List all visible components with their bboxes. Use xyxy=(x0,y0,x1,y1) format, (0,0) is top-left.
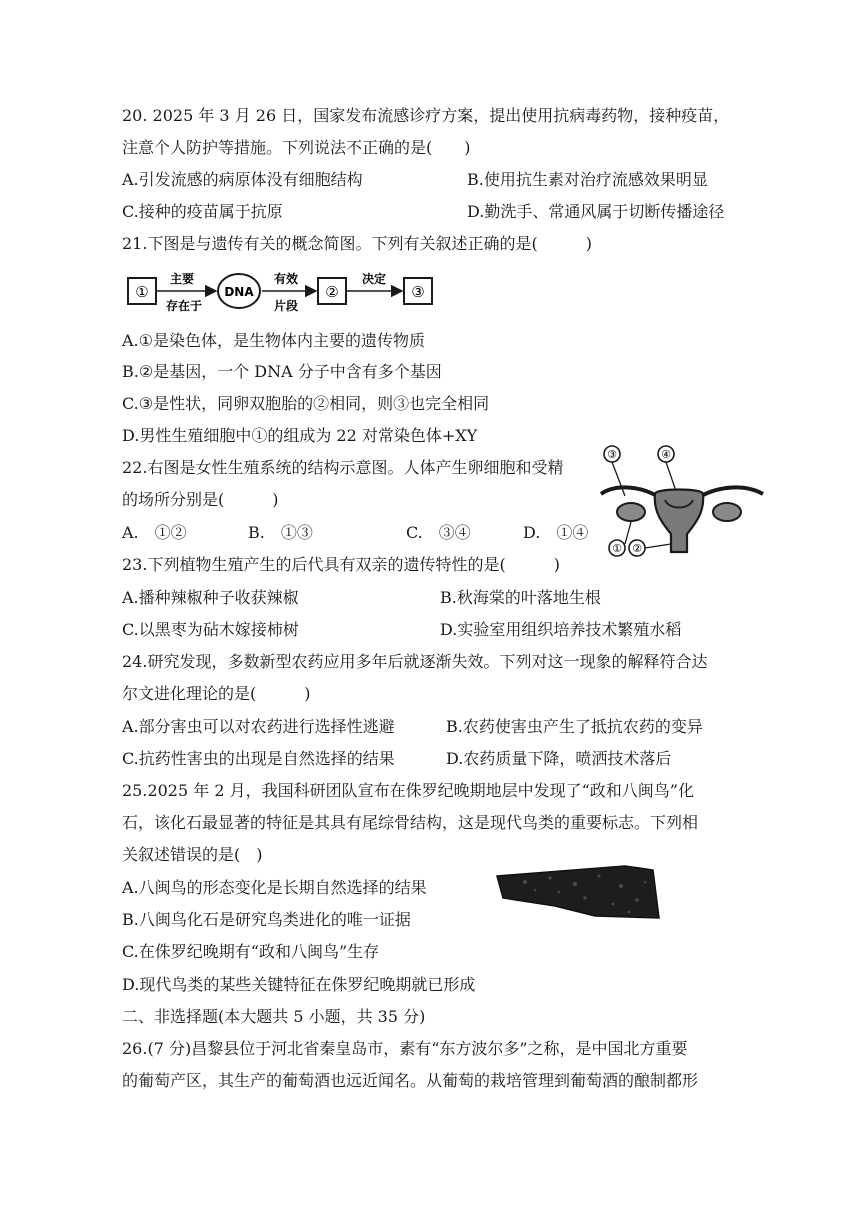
section-heading: 二、非选择题(本大题共 5 小题，共 35 分) xyxy=(122,1007,426,1026)
box-2-label: ② xyxy=(325,283,339,301)
q24-option-c: C.抗药性害虫的出现是自然选择的结果 xyxy=(122,749,395,768)
q23-stem: 23.下列植物生殖产生的后代具有双亲的遗传特性的是( ) xyxy=(122,555,560,574)
q25-stem-line2: 石，该化石最显著的特征是其具有尾综骨结构，这是现代鸟类的重要标志。下列相 xyxy=(122,813,699,832)
q21-stem: 21.下图是与遗传有关的概念简图。下列有关叙述正确的是( ) xyxy=(122,234,592,253)
q20-stem-line1: 20. 2025 年 3 月 26 日，国家发布流感诊疗方案，提出使用抗病毒药物，接种疫苗， xyxy=(122,106,730,125)
q23-option-d: D.实验室用组织培养技术繁殖水稻 xyxy=(440,620,682,639)
q26-stem-line1: 26.(7 分)昌黎县位于河北省秦皇岛市，素有“东方波尔多”之称，是中国北方重要 xyxy=(122,1039,688,1058)
q24-stem-line1: 24.研究发现，多数新型农药应用多年后就逐渐失效。下列对这一现象的解释符合达 xyxy=(122,652,708,671)
left-ovary xyxy=(617,503,645,521)
q20-stem-line2: 注意个人防护等措施。下列说法不正确的是( ) xyxy=(122,138,471,157)
q21-option-a: A.①是染色体，是生物体内主要的遗传物质 xyxy=(122,331,425,350)
label-1: ① xyxy=(612,542,622,555)
box-3-label: ③ xyxy=(411,283,425,301)
q25-option-b: B.八闽鸟化石是研究鸟类进化的唯一证据 xyxy=(122,910,411,929)
q24-option-b: B.农药使害虫产生了抵抗农药的变异 xyxy=(446,717,703,736)
arrow-1-bottom-label: 存在于 xyxy=(165,299,203,313)
arrow-3-top-label: 决定 xyxy=(361,272,387,286)
uterus xyxy=(655,490,703,553)
q24-option-a: A.部分害虫可以对农药进行选择性逃避 xyxy=(122,717,395,736)
q20-option-b: B.使用抗生素对治疗流感效果明显 xyxy=(467,170,708,189)
q24-option-d: D.农药质量下降，喷洒技术落后 xyxy=(446,749,672,768)
q25-option-a: A.八闽鸟的形态变化是长期自然选择的结果 xyxy=(122,878,427,897)
q26-stem-line2: 的葡萄产区，其生产的葡萄酒也远近闻名。从葡萄的栽培管理到葡萄酒的酿制都形 xyxy=(122,1071,699,1090)
q21-option-d: D.男性生殖细胞中①的组成为 22 对常染色体+XY xyxy=(122,426,478,445)
box-1-label: ① xyxy=(135,283,149,301)
right-fallopian-tube xyxy=(701,487,763,496)
left-fallopian-tube xyxy=(601,487,657,496)
q25-option-d: D.现代鸟类的某些关键特征在侏罗纪晚期就已形成 xyxy=(122,975,476,994)
q22-option-b: B. ①③ xyxy=(248,523,313,542)
q20-option-a: A.引发流感的病原体没有细胞结构 xyxy=(122,170,363,189)
q22-option-c: C. ③④ xyxy=(406,523,471,542)
q23-option-c: C.以黑枣为砧木嫁接柿树 xyxy=(122,620,299,639)
arrow-2-top-label: 有效 xyxy=(273,272,299,286)
right-ovary xyxy=(713,503,741,521)
fossil-image xyxy=(495,864,661,926)
label-3: ③ xyxy=(607,448,617,461)
q22-stem-line1: 22.右图是女性生殖系统的结构示意图。人体产生卵细胞和受精 xyxy=(122,458,564,477)
q25-stem-line3: 关叙述错误的是( ) xyxy=(122,845,263,864)
q20-option-c: C.接种的疫苗属于抗原 xyxy=(122,202,283,221)
dna-label: DNA xyxy=(224,285,254,299)
female-reproductive-system-diagram xyxy=(595,444,767,562)
arrow-1-top-label: 主要 xyxy=(169,272,195,286)
q23-option-b: B.秋海棠的叶落地生根 xyxy=(440,588,601,607)
q25-option-c: C.在侏罗纪晚期有“政和八闽鸟”生存 xyxy=(122,942,380,961)
q24-stem-line2: 尔文进化理论的是( ) xyxy=(122,684,311,703)
q22-option-a: A. ①② xyxy=(122,523,187,542)
arrow-2-bottom-label: 片段 xyxy=(273,299,299,313)
q25-stem-line1: 25.2025 年 2 月，我国科研团队宣布在侏罗纪晚期地层中发现了“政和八闽鸟”化 xyxy=(122,781,694,800)
label-4: ④ xyxy=(661,448,671,461)
q22-option-d: D. ①④ xyxy=(523,523,589,542)
q21-option-b: B.②是基因，一个 DNA 分子中含有多个基因 xyxy=(122,362,442,381)
genetics-concept-diagram xyxy=(126,266,446,320)
q21-option-c: C.③是性状，同卵双胞胎的②相同，则③也完全相同 xyxy=(122,394,490,413)
q22-stem-line2: 的场所分别是( ) xyxy=(122,490,279,509)
label-2: ② xyxy=(632,542,642,555)
q20-option-d: D.勤洗手、常通风属于切断传播途径 xyxy=(467,202,725,221)
q23-option-a: A.播种辣椒种子收获辣椒 xyxy=(122,588,299,607)
